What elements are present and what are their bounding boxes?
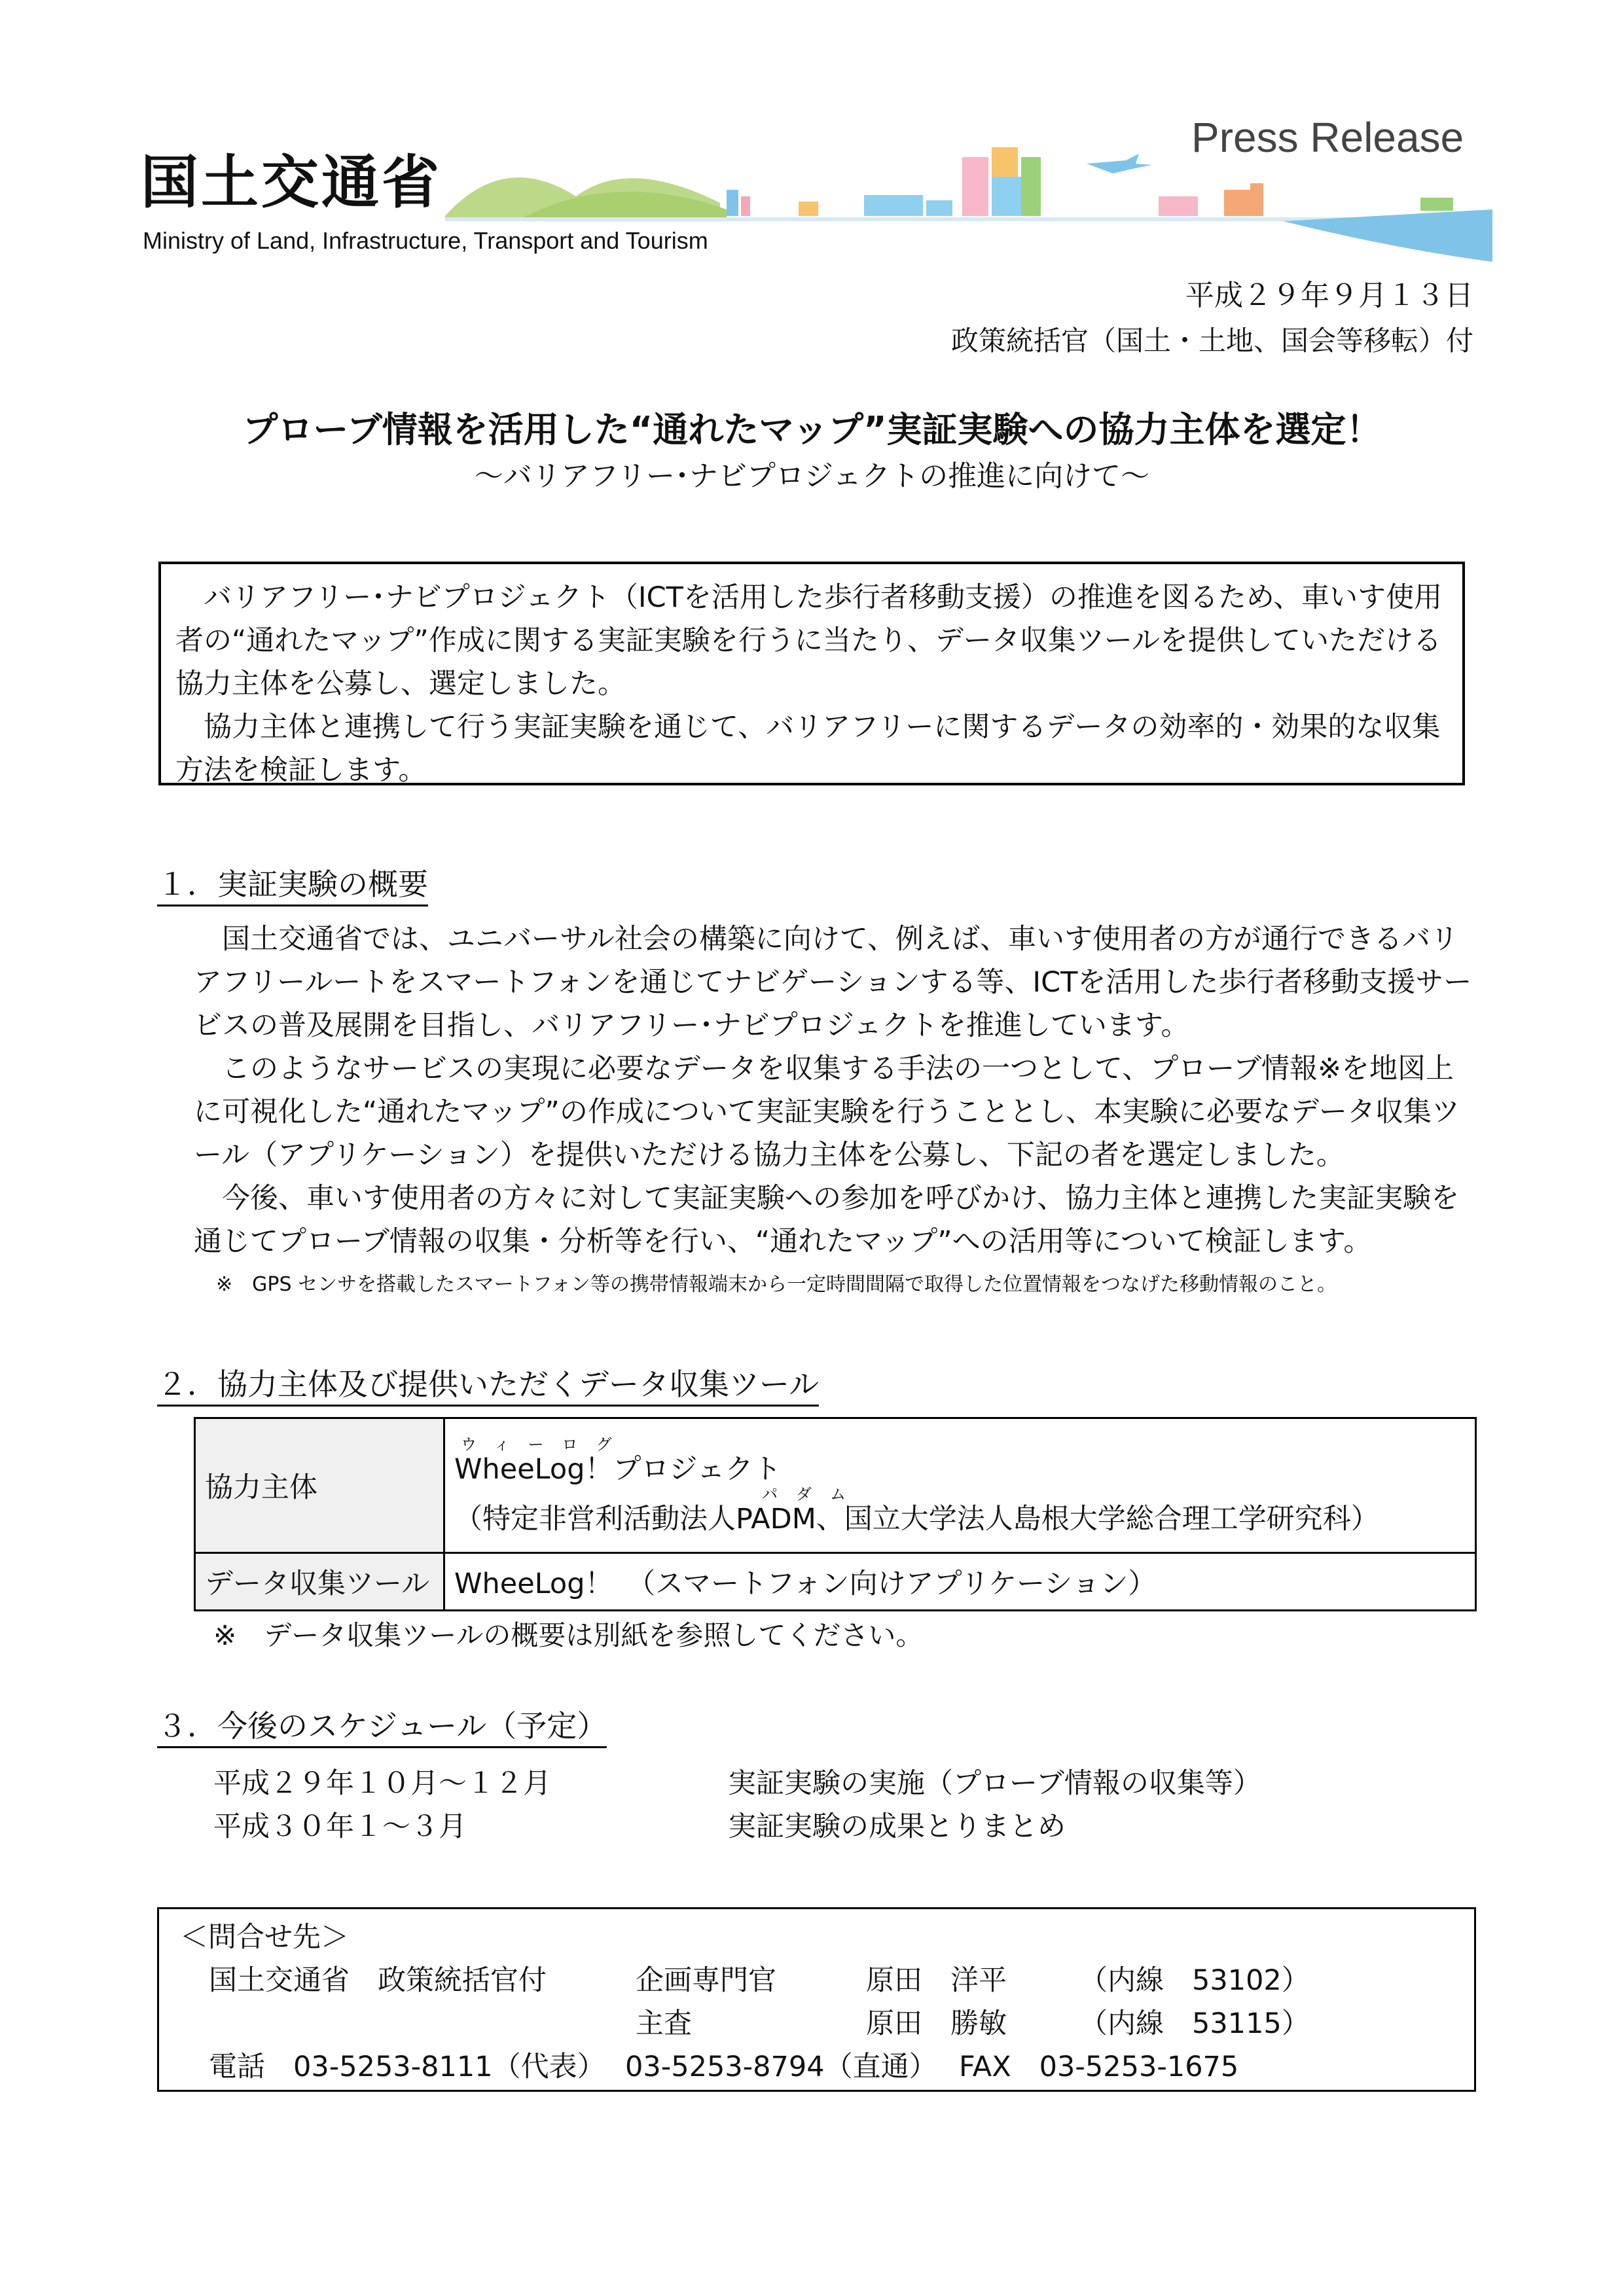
table-cell-partner <box>444 1418 1476 1553</box>
section2-note: ※ データ収集ツールの概要は別紙を参照してください。 <box>213 1619 924 1651</box>
press-release-label: Press Release <box>1191 114 1464 161</box>
cooperation-table <box>194 1417 1477 1611</box>
table-header-partner: 協力主体 <box>195 1418 444 1553</box>
table-header-tool: データ収集ツール <box>195 1553 444 1611</box>
release-date: 平成２９年９月１３日 <box>1185 279 1473 312</box>
schedule-task-1: 実証実験の実施（プローブ情報の収集等） <box>728 1767 1261 1800</box>
section1-body <box>194 918 1477 1263</box>
contact-ext-2: （内線 53115） <box>1079 2007 1310 2040</box>
section2-heading: ２．協力主体及び提供いただくデータ収集ツール <box>157 1369 819 1407</box>
contact-name-2: 原田 勝敏 <box>866 2007 1007 2040</box>
ministry-logo-en: Ministry of Land, Infrastructure, Transport and Tourism <box>143 227 708 254</box>
section3-heading: ３．今後のスケジュール（予定） <box>157 1711 607 1748</box>
partner-organizations: （特定非営利活動法人PADM、国立大学法人島根大学総合理工学研究科） <box>454 1502 1379 1535</box>
section1-footnote: ※ GPS センサを搭載したスマートフォン等の携帯情報端末から一定時間間隔で取得した位置情報をつなげた移動情報のこと。 <box>216 1273 1337 1296</box>
section1-paragraph-2: このようなサービスの実現に必要なデータを収集する手法の一つとして、プローブ情報※を地図上に可視化した“通れたマップ”の作成について実証実験を行うこととし、本実験に必要なデータ収集ツール（アプリケーション）を提供いただける協力主体を公募し、下記の者を選定しました。 <box>194 1052 1460 1172</box>
page-title: プローブ情報を活用した“通れたマップ”実証実験への協力主体を選定！ <box>242 409 1382 450</box>
contact-phone: 電話 03-5253-8111（代表） <box>209 2051 605 2083</box>
town-illustration <box>727 147 1263 216</box>
contact-ext-1: （内線 53102） <box>1079 1964 1310 1997</box>
partner-project-name: WheeLog！プロジェクト <box>454 1452 782 1486</box>
contact-direct-line: 03-5253-8794（直通） <box>625 2051 937 2083</box>
contact-role-2: 主査 <box>636 2007 692 2040</box>
section1-heading: １．実証実験の概要 <box>157 869 428 906</box>
contact-organization: 国土交通省 政策統括官付 <box>209 1964 547 1997</box>
table-cell-tool: WheeLog！ （スマートフォン向けアプリケーション） <box>444 1553 1476 1611</box>
summary-box <box>158 562 1465 785</box>
contact-role-1: 企画専門官 <box>636 1964 776 1997</box>
ruby-padm: パダム <box>762 1484 864 1503</box>
ministry-logo-jp: 国土交通省 <box>141 149 442 216</box>
table-row <box>195 1553 1476 1611</box>
contact-label: ＜問合せ先＞ <box>180 1921 349 1954</box>
ruby-wheelog: ウィーログ <box>461 1435 630 1454</box>
contact-box <box>157 1907 1476 2092</box>
summary-paragraph-1: バリアフリー･ナビプロジェクト（ICTを活用した歩行者移動支援）の推進を図るため、車いす使用者の“通れたマップ”作成に関する実証実験を行うに当たり、データ収集ツールを提供していただける協力主体を公募し、選定しました。 <box>175 581 1443 700</box>
schedule-period-2: 平成３０年１～３月 <box>213 1810 467 1843</box>
contact-fax: FAX 03-5253-1675 <box>959 2051 1239 2083</box>
landscape-banner-illustration <box>445 144 1492 262</box>
section1-paragraph-3: 今後、車いす使用者の方々に対して実証実験への参加を呼びかけ、協力主体と連携した実証実験を通じてプローブ情報の収集・分析等を行い、“通れたマップ”への活用等について検証します。 <box>194 1182 1460 1258</box>
schedule-task-2: 実証実験の成果とりまとめ <box>728 1810 1066 1843</box>
contact-name-1: 原田 洋平 <box>866 1964 1007 1997</box>
page-subtitle: ～バリアフリー･ナビプロジェクトの推進に向けて～ <box>474 459 1150 493</box>
section1-paragraph-1: 国土交通省では、ユニバーサル社会の構築に向けて、例えば、車いす使用者の方が通行できるバリアフリールートをスマートフォンを通じてナビゲーションする等、ICTを活用した歩行者移動支援サービスの普及展開を目指し、バリアフリー･ナビプロジェクトを推進しています。 <box>194 923 1472 1042</box>
issuing-department: 政策統括官（国土・土地、国会等移転）付 <box>950 325 1473 357</box>
schedule-period-1: 平成２９年１０月～１２月 <box>213 1767 551 1800</box>
table-row <box>195 1418 1476 1553</box>
summary-paragraph-2: 協力主体と連携して行う実証実験を通じて、バリアフリーに関するデータの効率的・効果的な収集方法を検証します。 <box>175 711 1441 787</box>
